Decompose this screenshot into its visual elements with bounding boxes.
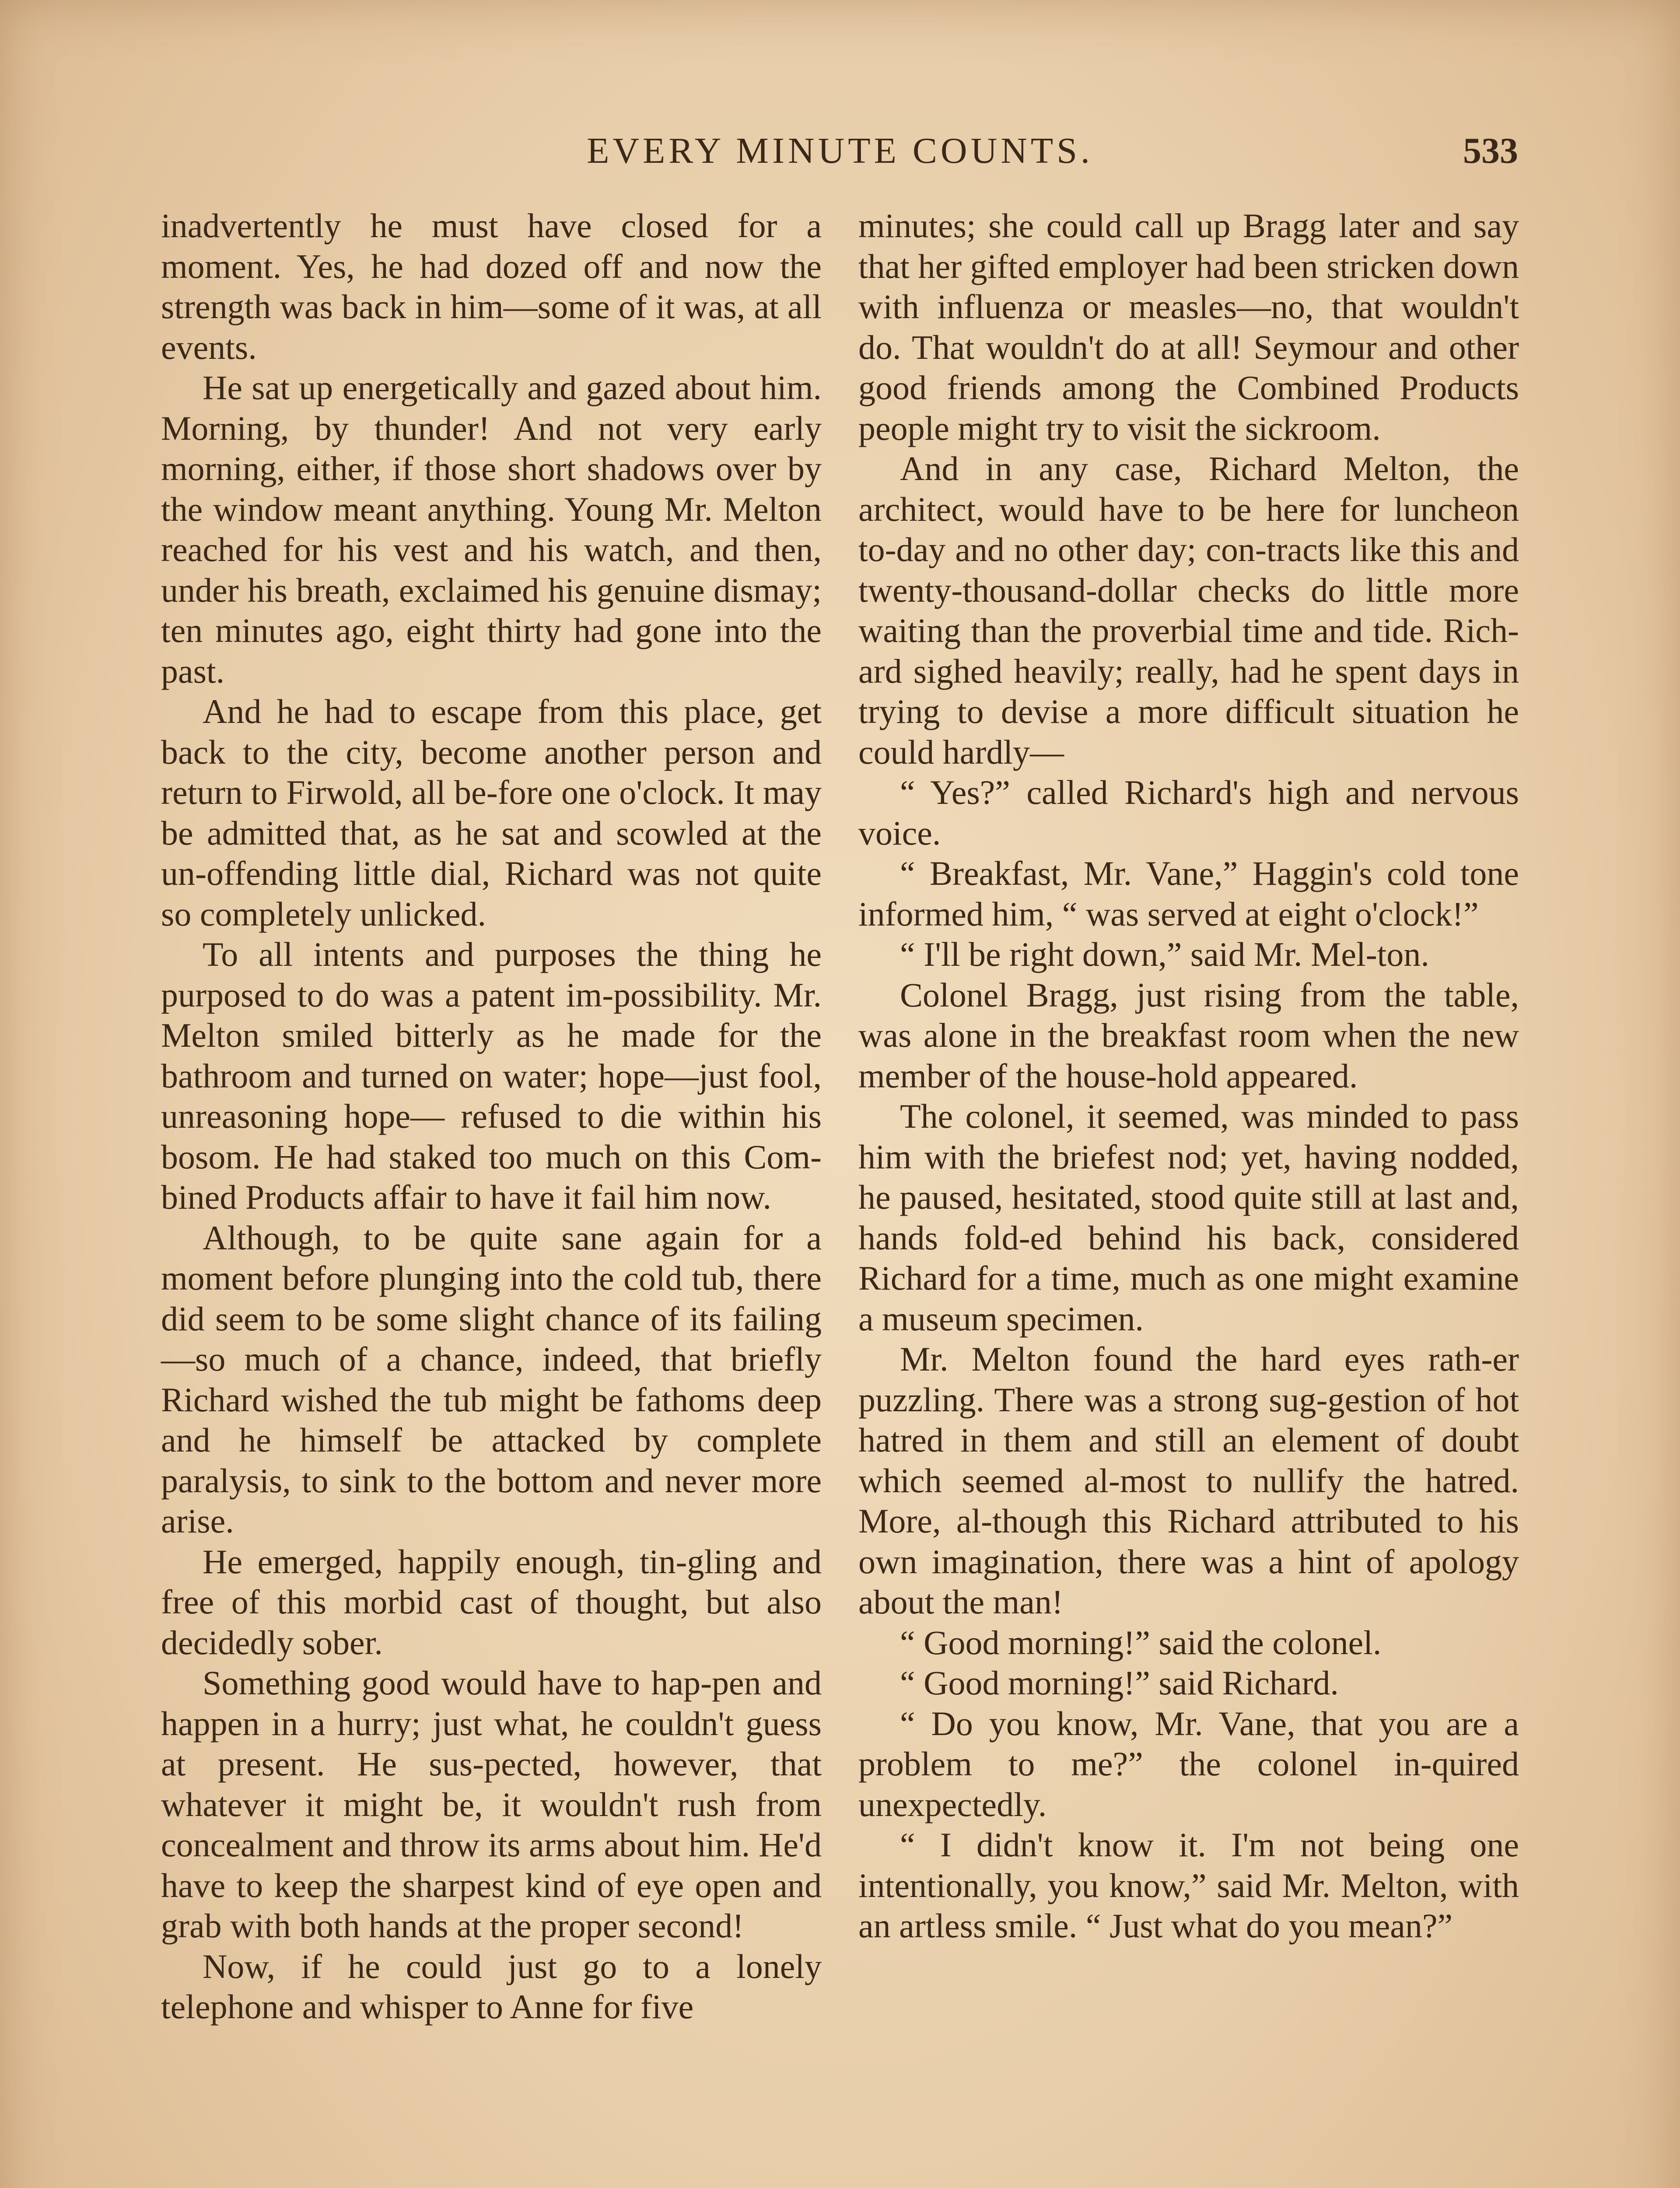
paragraph: Something good would have to hap-pen and happen in a hurry; just what, he couldn't guess at present. He sus-pected, however, that whatever it might be, it wouldn't rush from concealment and throw its arms about him. He'd have to keep the sharpest kind of eye open and grab with both hands at the proper second! bbox=[161, 1664, 822, 1945]
running-head bbox=[162, 127, 1518, 175]
paragraph: “ I'll be right down,” said Mr. Mel-ton. bbox=[900, 935, 1429, 973]
paragraph: “ Breakfast, Mr. Vane,” Haggin's cold tone informed him, “ was served at eight o'clock!” bbox=[858, 854, 1519, 933]
paragraph: Mr. Melton found the hard eyes rath-er puzzling. There was a strong sug-gestion of hot hatred in them and still an element of doubt which seemed al-most to nullify the hatred. More, al-though this Richard attributed to his own imagination, there was a hint of apology about the man! bbox=[858, 1340, 1519, 1621]
paragraph: “ I didn't know it. I'm not being one intentionally, you know,” said Mr. Melton, with an artless smile. “ Just what do you mean?” bbox=[858, 1826, 1519, 1945]
running-title: EVERY MINUTE COUNTS. bbox=[587, 130, 1093, 171]
paragraph: “ Good morning!” said the colonel. bbox=[900, 1623, 1382, 1662]
paragraph: “ Do you know, Mr. Vane, that you are a problem to me?” the colonel in-quired unexpectedly. bbox=[858, 1704, 1519, 1823]
paragraph: To all intents and purposes the thing he purposed to do was a patent im-possibility. Mr. Melton smiled bitterly as he made for the bathroom and turned on water; hope—just fool, unreasoning hope— refused to die within his bosom. He had staked too much on this Com-bined Products affair to have it fail him now. bbox=[161, 935, 822, 1216]
paragraph: Now, if he could just go to a lonely telephone and whisper to Anne for five bbox=[161, 1947, 822, 2026]
paragraph: “ Yes?” called Richard's high and nervous voice. bbox=[858, 773, 1519, 852]
paragraph: He sat up energetically and gazed about him. Morning, by thunder! And not very early morning, either, if those short shadows over by the window meant anything. Young Mr. Melton reached for his vest and his watch, and then, under his breath, exclaimed his genuine dismay; ten minutes ago, eight thirty had gone into the past. bbox=[161, 368, 822, 690]
right-column bbox=[858, 206, 1519, 1946]
page-number: 533 bbox=[1463, 130, 1518, 171]
paragraph: And he had to escape from this place, get back to the city, become another person and return to Firwold, all be-fore one o'clock. It may be admitted that, as he sat and scowled at the un-offending little dial, Richard was not quite so completely unlicked. bbox=[161, 692, 822, 933]
left-column bbox=[161, 206, 822, 2027]
paragraph: He emerged, happily enough, tin-gling and free of this morbid cast of thought, but also decidedly sober. bbox=[161, 1542, 822, 1662]
paragraph: The colonel, it seemed, was minded to pass him with the briefest nod; yet, having nodded, he paused, hesitated, stood quite still at last and, hands fold-ed behind his back, considered Richard for a time, much as one might examine a museum specimen. bbox=[858, 1097, 1519, 1338]
paragraph: And in any case, Richard Melton, the architect, would have to be here for luncheon to-day and no other day; con-tracts like this and twenty-thousand-dollar checks do little more waiting than the proverbial time and tide. Rich-ard sighed heavily; really, had he spent days in trying to devise a more difficult situation he could hardly— bbox=[858, 449, 1519, 771]
paragraph: minutes; she could call up Bragg later and say that her gifted employer had been stricken down with influenza or measles—no, that wouldn't do. That wouldn't do at all! Seymour and other good friends among the Combined Products people might try to visit the sickroom. bbox=[858, 207, 1519, 447]
paragraph: inadvertently he must have closed for a moment. Yes, he had dozed off and now the strength was back in him—some of it was, at all events. bbox=[161, 207, 822, 366]
paragraph: “ Good morning!” said Richard. bbox=[900, 1664, 1339, 1702]
paragraph: Colonel Bragg, just rising from the table, was alone in the breakfast room when the new member of the house-hold appeared. bbox=[858, 975, 1519, 1095]
paragraph: Although, to be quite sane again for a moment before plunging into the cold tub, there did seem to be some slight chance of its failing—so much of a chance, indeed, that briefly Richard wished the tub might be fathoms deep and he himself be attacked by complete paralysis, to sink to the bottom and never more arise. bbox=[161, 1218, 822, 1540]
